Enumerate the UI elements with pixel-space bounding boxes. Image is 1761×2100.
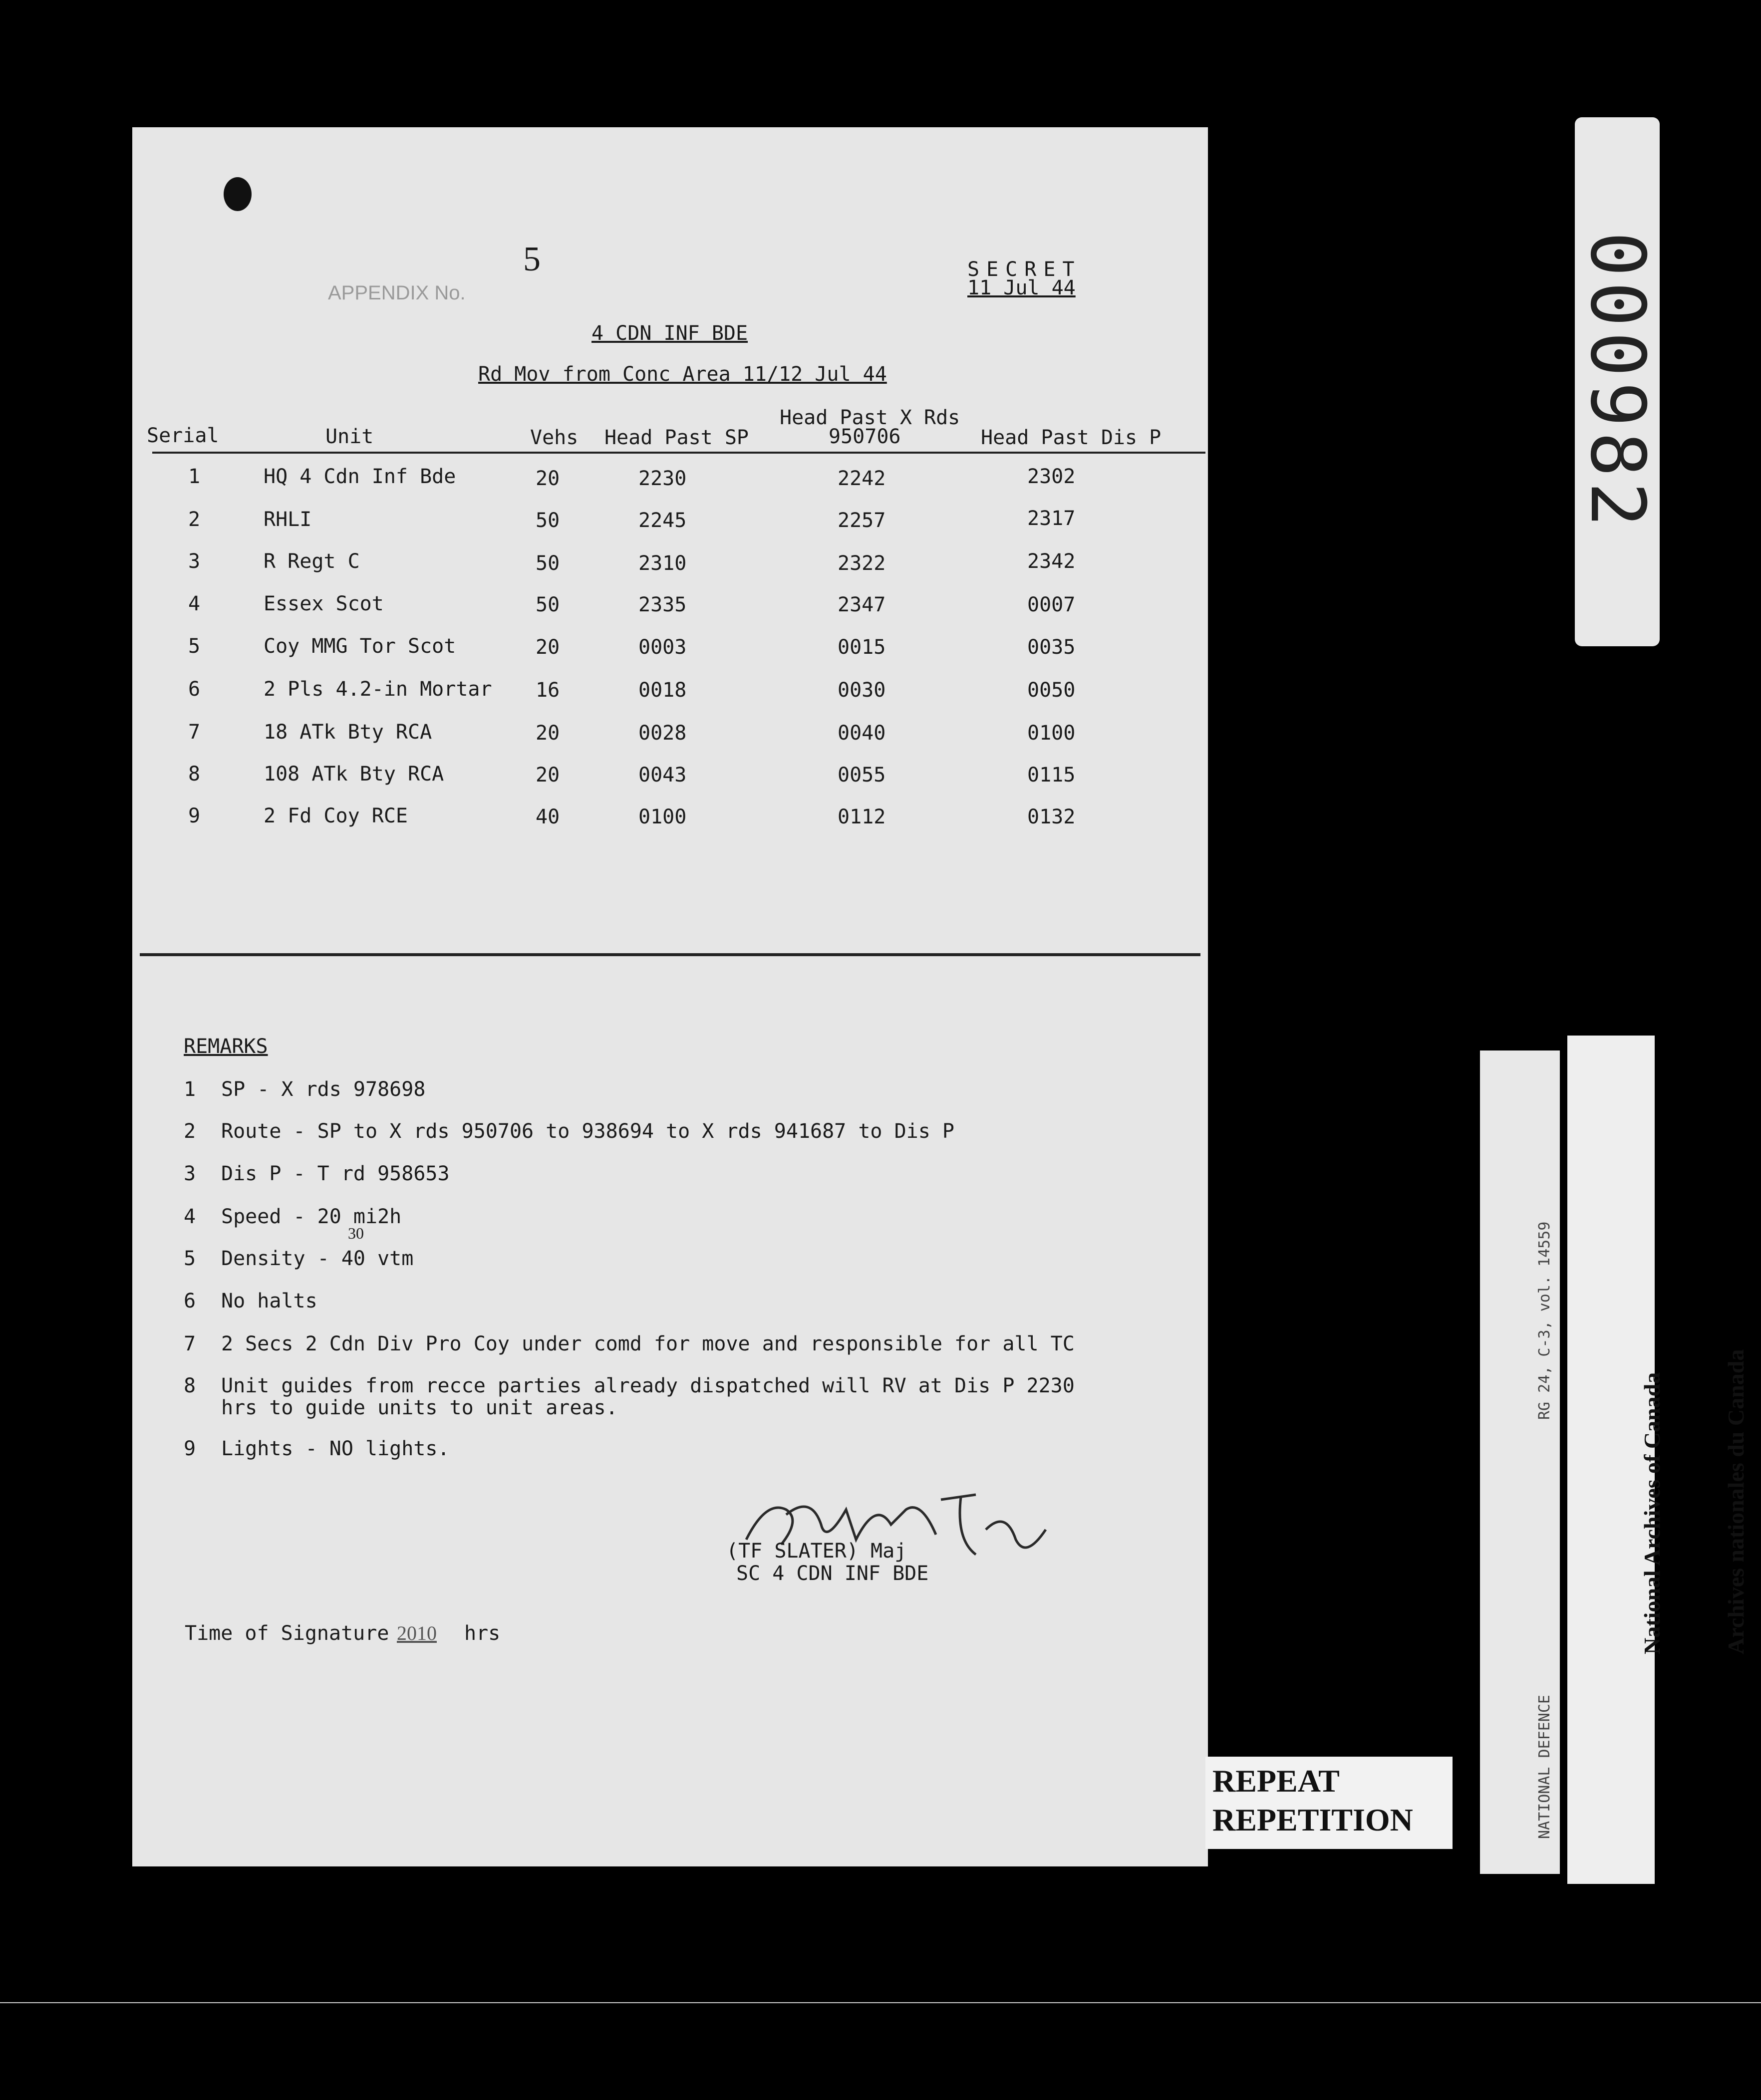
cell-vehs: 20 — [536, 722, 560, 745]
cell-xrds: 2242 — [838, 467, 886, 490]
time-of-signature-label: Time of Signature — [185, 1622, 389, 1645]
cell-serial: 3 — [188, 550, 201, 573]
cell-serial: 8 — [188, 763, 201, 786]
cell-vehs: 40 — [536, 805, 560, 828]
document-page — [132, 127, 1208, 1866]
header-rule — [152, 452, 1205, 454]
punch-hole — [224, 177, 252, 211]
cell-xrds: 0040 — [838, 722, 886, 745]
remark-number: 3 — [184, 1162, 196, 1185]
repetition-label: REPETITION — [1212, 1802, 1413, 1838]
cell-vehs: 50 — [536, 509, 560, 532]
cell-sp: 0043 — [638, 764, 687, 787]
frame-border-line — [0, 2002, 1761, 2003]
cell-sp: 0100 — [638, 805, 687, 828]
signatory-name: (TF SLATER) Maj — [726, 1540, 907, 1563]
cell-sp: 2335 — [638, 593, 687, 616]
cell-unit: 2 Pls 4.2-in Mortar — [264, 678, 492, 701]
repeat-stamp — [1205, 1757, 1453, 1849]
cell-unit: R Regt C — [264, 550, 360, 573]
cell-sp: 0028 — [638, 722, 687, 745]
cell-xrds: 2322 — [838, 552, 886, 575]
cell-xrds: 0055 — [838, 764, 886, 787]
document-title: Rd Mov from Conc Area 11/12 Jul 44 — [478, 363, 887, 386]
remark-text-continued: hrs to guide units to unit areas. — [221, 1396, 618, 1419]
cell-sp: 0003 — [638, 636, 687, 659]
remark-text: SP - X rds 978698 — [221, 1078, 426, 1101]
remark-number: 2 — [184, 1120, 196, 1143]
cell-xrds: 2257 — [838, 509, 886, 532]
cell-unit: 2 Fd Coy RCE — [264, 804, 408, 827]
remark-text: Dis P - T rd 958653 — [221, 1162, 450, 1185]
cell-disp: 0100 — [1027, 722, 1076, 745]
cell-unit: 18 ATk Bty RCA — [264, 721, 432, 744]
cell-disp: 2302 — [1027, 465, 1076, 488]
cell-sp: 2230 — [638, 467, 687, 490]
cell-disp: 0007 — [1027, 593, 1076, 616]
col-header-vehs: Vehs — [530, 426, 579, 449]
frame-number: 000982 — [1574, 232, 1661, 532]
time-of-signature-unit: hrs — [464, 1622, 501, 1645]
frame-number-strip — [1575, 117, 1660, 646]
cell-xrds: 0112 — [838, 805, 886, 828]
col-header-unit: Unit — [325, 425, 374, 448]
cell-unit: HQ 4 Cdn Inf Bde — [264, 465, 456, 488]
cell-disp: 2342 — [1027, 550, 1076, 573]
remark-text: No halts — [221, 1290, 317, 1312]
col-header-xrds-line1: Head Past X Rds — [780, 406, 960, 429]
appendix-number: 5 — [523, 240, 541, 278]
cell-vehs: 50 — [536, 552, 560, 575]
department-line-1: NATIONAL DEFENCE — [1536, 1695, 1553, 1839]
remark-text: Route - SP to X rds 950706 to 938694 to X rds 941687 to Dis P — [221, 1120, 955, 1143]
time-of-signature-value: 2010 — [397, 1622, 437, 1644]
remark-number: 9 — [184, 1437, 196, 1460]
cell-unit: 108 ATk Bty RCA — [264, 763, 444, 786]
cell-disp: 0132 — [1027, 805, 1076, 828]
cell-vehs: 16 — [536, 679, 560, 702]
cell-serial: 1 — [188, 465, 201, 488]
remark-number: 7 — [184, 1332, 196, 1355]
remark-text: Density - 40 vtm — [221, 1247, 414, 1270]
archive-institution-strip — [1567, 1036, 1749, 1884]
cell-disp: 2317 — [1027, 507, 1076, 530]
remark-number: 6 — [184, 1290, 196, 1312]
cell-sp: 2245 — [638, 509, 687, 532]
cell-serial: 2 — [188, 508, 201, 531]
cell-unit: Essex Scot — [264, 592, 384, 615]
remarks-heading: REMARKS — [184, 1035, 268, 1058]
reference-line-1: RG 24, C-3, vol. 14559 — [1536, 1221, 1553, 1420]
classification: SECRET — [967, 258, 1082, 281]
cell-serial: 6 — [188, 678, 201, 701]
repeat-label: REPEAT — [1212, 1763, 1340, 1799]
cell-disp: 0050 — [1027, 679, 1076, 702]
cell-vehs: 50 — [536, 593, 560, 616]
col-header-head-past-sp: Head Past SP — [604, 426, 749, 449]
cell-disp: 0115 — [1027, 764, 1076, 787]
cell-serial: 9 — [188, 804, 201, 827]
col-header-serial: Serial — [147, 424, 219, 447]
col-header-head-past-dis-p: Head Past Dis P — [981, 426, 1162, 449]
section-divider — [140, 953, 1200, 956]
remark-number: 1 — [184, 1078, 196, 1101]
cell-vehs: 20 — [536, 764, 560, 787]
remark-number: 4 — [184, 1205, 196, 1228]
remark-text: Lights - NO lights. — [221, 1437, 450, 1460]
cell-unit: RHLI — [264, 508, 312, 531]
document-date: 11 Jul 44 — [967, 276, 1076, 299]
cell-vehs: 20 — [536, 467, 560, 490]
institution-name — [1582, 1349, 1761, 1654]
cell-sp: 2310 — [638, 552, 687, 575]
cell-disp: 0035 — [1027, 636, 1076, 659]
cell-serial: 7 — [188, 721, 201, 744]
col-header-xrds-line2: 950706 — [829, 425, 901, 448]
cell-xrds: 0015 — [838, 636, 886, 659]
cell-xrds: 0030 — [838, 679, 886, 702]
remark-text: 2 Secs 2 Cdn Div Pro Coy under comd for move and responsible for all TC — [221, 1332, 1075, 1355]
signatory-appointment: SC 4 CDN INF BDE — [736, 1562, 929, 1585]
cell-serial: 4 — [188, 592, 201, 615]
formation-heading: 4 CDN INF BDE — [591, 322, 748, 345]
cell-unit: Coy MMG Tor Scot — [264, 635, 456, 658]
cell-sp: 0018 — [638, 679, 687, 702]
remark-text: Speed - 20 mi2h — [221, 1205, 402, 1228]
institution-name-en: National Archives of Canada — [1639, 1372, 1665, 1654]
remark-text: Unit guides from recce parties already dispatched will RV at Dis P 2230 — [221, 1374, 1075, 1397]
cell-serial: 5 — [188, 635, 201, 658]
handwritten-correction: 30 — [348, 1224, 364, 1242]
remark-number: 8 — [184, 1374, 196, 1397]
cell-xrds: 2347 — [838, 593, 886, 616]
cell-vehs: 20 — [536, 636, 560, 659]
archive-reference-strip — [1480, 1050, 1560, 1874]
remark-number: 5 — [184, 1247, 196, 1270]
appendix-stamp-label: APPENDIX No. — [328, 282, 466, 304]
institution-name-fr: Archives nationales du Canada — [1723, 1349, 1749, 1654]
